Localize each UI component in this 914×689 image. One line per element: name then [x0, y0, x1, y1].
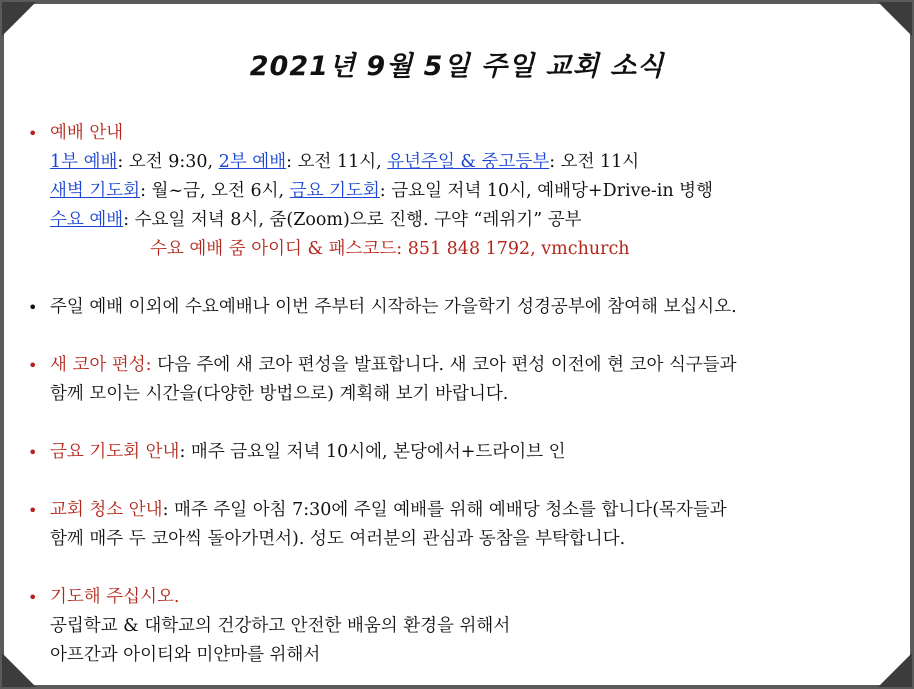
friday-text: : 매주 금요일 저녁 10시에, 본당에서+드라이브 인 — [179, 442, 566, 462]
corner-decoration — [2, 2, 36, 36]
bullet: • — [28, 124, 38, 143]
friday-label: 금요 기도회 안내 — [50, 442, 180, 462]
prayer-section — [26, 583, 896, 670]
fall-study-text: 주일 예배 이외에 수요예배나 이번 주부터 시작하는 가을학기 성경공부에 참여해 보십시오. — [50, 297, 737, 317]
bullet: • — [28, 356, 38, 375]
friday-section — [26, 438, 896, 467]
wednesday-service-details: : 수요일 저녁 8시, 줌(Zoom)으로 진행. 구약 “레위기” 공부 — [123, 210, 582, 230]
zoom-info: 수요 예배 줌 아이디 & 패스코드: 851 848 1792, vmchurch — [150, 239, 630, 259]
friday-prayer-link[interactable]: 금요 기도회 — [289, 181, 380, 201]
youth-service-time: : 오전 11시 — [549, 152, 640, 172]
core-text-1: 다음 주에 새 코아 편성을 발표합니다. 새 코아 편성 이전에 현 코아 식구들과 — [151, 355, 737, 375]
bullet: • — [28, 443, 38, 462]
bullet: • — [28, 298, 38, 317]
page-title: 2021년 9월 5일 주일 교회 소식 — [249, 51, 665, 82]
wednesday-service-link[interactable]: 수요 예배 — [50, 210, 124, 230]
fall-study-section — [26, 293, 896, 322]
corner-decoration — [878, 2, 912, 36]
first-service-time: : 오전 9:30, — [117, 152, 219, 172]
dawn-prayer-link[interactable]: 새벽 기도회 — [50, 181, 141, 201]
bulletin-page — [4, 4, 910, 685]
bullet: • — [28, 501, 38, 520]
core-text-2: 함께 모이는 시간을(다양한 방법으로) 계획해 보기 바랍니다. — [50, 384, 509, 404]
dawn-prayer-time: : 월~금, 오전 6시, — [140, 181, 290, 201]
worship-line-2 — [50, 177, 896, 206]
prayer-heading: 기도해 주십시오. — [50, 587, 180, 607]
worship-heading: 예배 안내 — [50, 123, 124, 143]
prayer-line-1: 공립학교 & 대학교의 건강하고 안전한 배움의 환경을 위해서 — [50, 616, 511, 636]
worship-line-3 — [50, 206, 896, 235]
prayer-line-2: 아프간과 아이티와 미얀마를 위해서 — [50, 645, 321, 665]
core-label: 새 코아 편성: — [50, 355, 152, 375]
cleaning-text-1: : 매주 주일 아침 7:30에 주일 예배를 위해 예배당 청소를 합니다(목자들과 — [162, 500, 727, 520]
worship-section — [26, 119, 896, 264]
first-service-link[interactable]: 1부 예배 — [50, 152, 118, 172]
bullet: • — [28, 588, 38, 607]
second-service-link[interactable]: 2부 예배 — [218, 152, 287, 172]
friday-prayer-time: : 금요일 저녁 10시, 예배당+Drive-in 병행 — [379, 181, 713, 201]
bulletin-content — [26, 119, 896, 670]
cleaning-text-2: 함께 매주 두 코아씩 돌아가면서). 성도 여러분의 관심과 동참을 부탁합니다. — [50, 529, 626, 549]
worship-line-1 — [50, 148, 896, 177]
youth-service-link[interactable]: 유년주일 & 중고등부 — [387, 152, 550, 172]
core-section — [26, 351, 896, 409]
cleaning-section — [26, 496, 896, 554]
cleaning-label: 교회 청소 안내 — [50, 500, 163, 520]
second-service-time: : 오전 11시, — [286, 152, 388, 172]
